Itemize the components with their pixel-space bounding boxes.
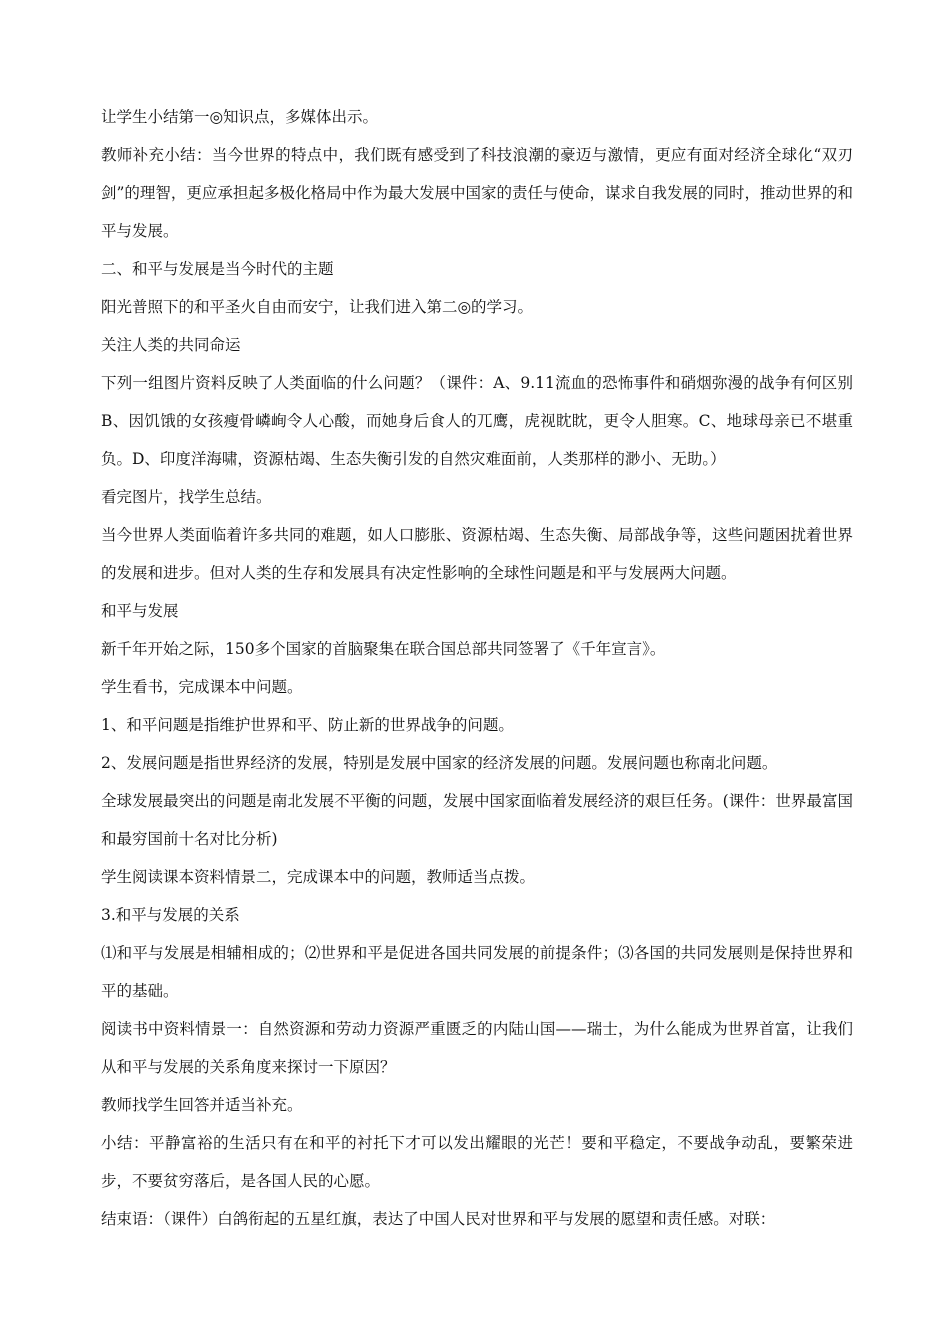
document-body: [101, 98, 853, 1238]
paragraph-global-problems: 当今世界人类面临着许多共同的难题，如人口膨胀、资源枯竭、生态失衡、局部战争等，这些问题困扰着世界的发展和进步。但对人类的生存和发展具有决定性影响的全球性问题是和平与发展两大问题。: [101, 526, 853, 582]
paragraph-section-intro: 阳光普照下的和平圣火自由而安宁，让我们进入第二◎的学习。: [101, 298, 534, 316]
paragraph-student-summary: 看完图片，找学生总结。: [101, 488, 272, 506]
paragraph-read-textbook: 学生看书，完成课本中问题。: [101, 678, 303, 696]
subheading-peace-and-development: 和平与发展: [101, 602, 179, 620]
section-heading-peace-development: 二、和平与发展是当今时代的主题: [101, 260, 334, 278]
subheading-relationship: 3.和平与发展的关系: [101, 906, 240, 924]
paragraph-closing-remarks: 结束语：（课件）白鸽衔起的五星红旗，表达了中国人民对世界和平与发展的愿望和责任感。对联：: [101, 1210, 776, 1228]
paragraph-scenario-two: 学生阅读课本资料情景二，完成课本中的问题，教师适当点拨。: [101, 868, 536, 886]
paragraph-relationship-points: ⑴和平与发展是相辅相成的；⑵世界和平是促进各国共同发展的前提条件；⑶各国的共同发展则是保持世界和平的基础。: [101, 944, 853, 1000]
paragraph-teacher-supplement: 教师找学生回答并适当补充。: [101, 1096, 303, 1114]
paragraph-teacher-summary: 教师补充小结：当今世界的特点中，我们既有感受到了科技浪潮的豪迈与激情，更应有面对经济全球化“双刃剑”的理智，更应承担起多极化格局中作为最大发展中国家的责任与使命，谋求自我发展的同时，推动世界的和平与发展。: [101, 146, 853, 240]
paragraph-summary-prompt: 让学生小结第一◎知识点，多媒体出示。: [101, 108, 379, 126]
paragraph-picture-question: 下列一组图片资料反映了人类面临的什么问题？（课件：A、9.11流血的恐怖事件和硝烟弥漫的战争有何区别B、因饥饿的女孩瘦骨嶙峋令人心酸，而她身后食人的兀鹰，虎视眈眈，更令人胆寒。C、地球母亲已不堪重负。D、印度洋海啸，资源枯竭、生态失衡引发的自然灾难面前，人类那样的渺小、无助。）: [101, 374, 853, 468]
paragraph-scenario-one-switzerland: 阅读书中资料情景一：自然资源和劳动力资源严重匮乏的内陆山国——瑞士，为什么能成为世界首富，让我们从和平与发展的关系角度来探讨一下原因？: [101, 1020, 853, 1076]
paragraph-conclusion: 小结：平静富裕的生活只有在和平的衬托下才可以发出耀眼的光芒！要和平稳定，不要战争动乱，要繁荣进步，不要贫穷落后，是各国人民的心愿。: [101, 1134, 853, 1190]
subheading-common-destiny: 关注人类的共同命运: [101, 336, 241, 354]
paragraph-millennium-declaration: 新千年开始之际，150多个国家的首脑聚集在联合国总部共同签署了《千年宣言》。: [101, 640, 666, 658]
list-item-development-problem: 2、发展问题是指世界经济的发展，特别是发展中国家的经济发展的问题。发展问题也称南北问题。: [101, 754, 778, 772]
paragraph-north-south-imbalance: 全球发展最突出的问题是南北发展不平衡的问题，发展中国家面临着发展经济的艰巨任务。(课件：世界最富国和最穷国前十名对比分析): [101, 792, 853, 848]
list-item-peace-problem: 1、和平问题是指维护世界和平、防止新的世界战争的问题。: [101, 716, 514, 734]
